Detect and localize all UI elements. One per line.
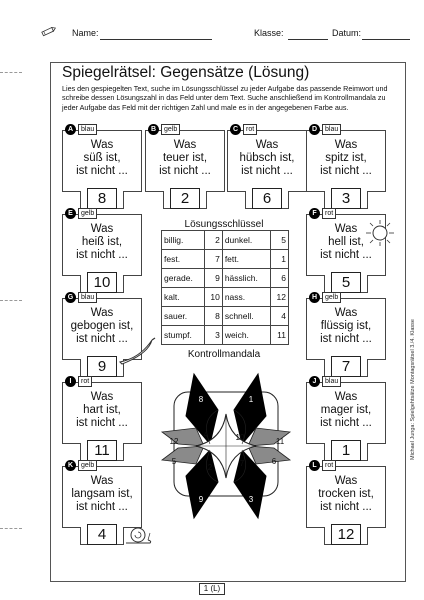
task-card-d: [306, 130, 386, 192]
mandala-number: 8: [198, 395, 204, 404]
cut-line: [0, 528, 22, 529]
task-letter-badge: E: [65, 208, 76, 219]
mandala-number: 1: [248, 395, 254, 404]
key-word: fest.: [162, 250, 205, 269]
task-question: Was gebogen ist, ist nicht ...: [70, 307, 134, 345]
banana-icon: [116, 336, 158, 366]
date-line: [362, 39, 410, 40]
key-number: 7: [204, 250, 222, 269]
worksheet-header: [22, 22, 416, 44]
publisher-note: Michael Junga: Spielgehtsätze Montagsrätsel 3./4. Klasse: [410, 319, 416, 460]
key-word: sauer.: [162, 307, 205, 326]
task-question: Was hart ist, ist nicht ...: [76, 391, 128, 429]
key-number: 5: [270, 231, 288, 250]
key-row: [162, 307, 289, 326]
answer-field[interactable]: 1: [331, 440, 361, 461]
cut-line: [0, 300, 22, 301]
mandala-number: 12: [169, 437, 179, 446]
task-card-k: [62, 466, 142, 528]
snail-icon: [124, 524, 154, 546]
answer-field[interactable]: 8: [87, 188, 117, 209]
class-label: Klasse:: [254, 28, 284, 38]
solution-key-table: [161, 230, 289, 345]
mandala-number: 9: [198, 495, 204, 504]
key-row: [162, 231, 289, 250]
key-word: fett.: [222, 250, 270, 269]
task-letter-badge: C: [230, 124, 241, 135]
task-letter-badge: I: [65, 376, 76, 387]
key-word: billig.: [162, 231, 205, 250]
task-color-label: blau: [322, 376, 341, 387]
key-number: 4: [270, 307, 288, 326]
task-question: Was langsam ist, ist nicht ...: [71, 475, 133, 513]
key-number: 10: [204, 288, 222, 307]
sun-icon: [362, 218, 398, 248]
task-color-label: gelb: [78, 208, 97, 219]
key-word: dunkel.: [222, 231, 270, 250]
mandala-number: 5: [171, 457, 177, 466]
key-word: schnell.: [222, 307, 270, 326]
task-card-j: [306, 382, 386, 444]
task-letter-badge: A: [65, 124, 76, 135]
task-question: Was mager ist, ist nicht ...: [320, 391, 372, 429]
answer-field[interactable]: 3: [331, 188, 361, 209]
task-letter-badge: D: [309, 124, 320, 135]
page-title: Spiegelrätsel: Gegensätze (Lösung): [62, 64, 310, 81]
mandala-number: 4: [203, 430, 209, 439]
task-letter-badge: B: [148, 124, 159, 135]
mandala-number: 6: [271, 457, 277, 466]
task-color-label: rot: [78, 376, 92, 387]
answer-field[interactable]: 9: [87, 356, 117, 377]
key-row: [162, 269, 289, 288]
task-letter-badge: H: [309, 292, 320, 303]
answer-field[interactable]: 10: [87, 272, 117, 293]
task-card-e: [62, 214, 142, 276]
page-number: 1 (L): [199, 583, 225, 595]
answer-field[interactable]: 4: [87, 524, 117, 545]
task-card-b: [145, 130, 225, 192]
mandala-number: 11: [275, 437, 285, 446]
task-question: Was spitz ist, ist nicht ...: [320, 139, 372, 177]
key-number: 1: [270, 250, 288, 269]
task-question: Was süß ist, ist nicht ...: [76, 139, 128, 177]
task-letter-badge: G: [65, 292, 76, 303]
task-question: Was heiß ist, ist nicht ...: [76, 223, 128, 261]
answer-field[interactable]: 6: [252, 188, 282, 209]
key-word: kalt.: [162, 288, 205, 307]
name-label: Name:: [72, 28, 99, 38]
key-number: 8: [204, 307, 222, 326]
task-color-label: blau: [78, 124, 97, 135]
task-color-label: gelb: [322, 292, 341, 303]
task-letter-badge: K: [65, 460, 76, 471]
key-number: 6: [270, 269, 288, 288]
task-color-label: gelb: [78, 460, 97, 471]
class-line: [288, 39, 328, 40]
key-word: gerade.: [162, 269, 205, 288]
instructions: Lies den gespiegelten Text, suche im Lösungsschlüssel zu jeder Aufgabe das passende Reimwort und schreibe dessen Lösungszahl in das Feld unter dem Text. Suche anschließend im Kontrollmandala zu jeder Aufgabe das Feld mit der richtigen Zahl und male es in der angegebenen Farbe aus.: [62, 84, 388, 112]
mandala-title: Kontrollmandala: [187, 349, 261, 360]
task-color-label: rot: [322, 208, 336, 219]
task-question: Was trocken ist, ist nicht ...: [318, 475, 374, 513]
answer-field[interactable]: 12: [331, 524, 361, 545]
key-word: hässlich.: [222, 269, 270, 288]
task-card-h: [306, 298, 386, 360]
task-color-label: rot: [322, 460, 336, 471]
key-row: [162, 288, 289, 307]
task-letter-badge: J: [309, 376, 320, 387]
date-label: Datum:: [332, 28, 362, 38]
answer-field[interactable]: 11: [87, 440, 117, 461]
key-title: Lösungsschlüssel: [184, 219, 264, 230]
task-question: Was hell ist, ist nicht ...: [320, 223, 372, 261]
cut-line: [0, 72, 22, 73]
key-number: 12: [270, 288, 288, 307]
answer-field[interactable]: 2: [170, 188, 200, 209]
name-line: [100, 39, 212, 40]
key-word: weich.: [222, 326, 270, 345]
key-row: [162, 326, 289, 345]
mandala-number: 3: [248, 495, 254, 504]
key-word: nass.: [222, 288, 270, 307]
key-word: stumpf.: [162, 326, 205, 345]
task-card-l: [306, 466, 386, 528]
key-number: 9: [204, 269, 222, 288]
task-letter-badge: L: [309, 460, 320, 471]
pencil-icon: [40, 24, 58, 38]
task-question: Was teuer ist, ist nicht ...: [159, 139, 211, 177]
key-number: 3: [204, 326, 222, 345]
task-color-label: rot: [243, 124, 257, 135]
task-letter-badge: F: [309, 208, 320, 219]
task-color-label: gelb: [161, 124, 180, 135]
mandala-number: 2: [207, 463, 213, 472]
task-question: Was flüssig ist, ist nicht ...: [320, 307, 372, 345]
mandala-number: 10: [235, 433, 245, 442]
mandala-number: 7: [239, 459, 245, 468]
task-color-label: blau: [78, 292, 97, 303]
key-number: 11: [270, 326, 288, 345]
key-row: [162, 250, 289, 269]
key-number: 2: [204, 231, 222, 250]
answer-field[interactable]: 5: [331, 272, 361, 293]
task-color-label: blau: [322, 124, 341, 135]
task-card-i: [62, 382, 142, 444]
task-card-a: [62, 130, 142, 192]
answer-field[interactable]: 7: [331, 356, 361, 377]
task-question: Was hübsch ist, ist nicht ...: [239, 139, 295, 177]
control-mandala: [156, 362, 296, 530]
task-card-c: [227, 130, 307, 192]
